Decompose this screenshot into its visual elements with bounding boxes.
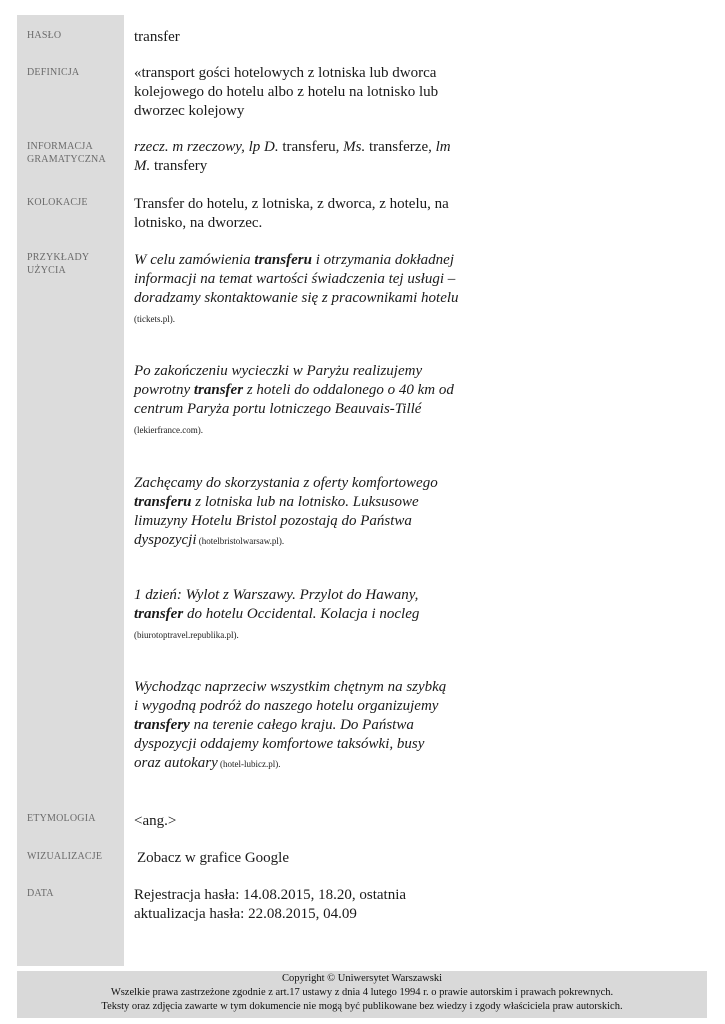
label-informacja: INFORMACJA GRAMATYCZNA xyxy=(27,141,106,165)
example: W celu zamówienia transferu i otrzymania dokładnej informacji na temat wartości świadczenia tej usługi – doradzamy skontaktowanie się z pracownikami hotelu (tickets.pl). xyxy=(134,252,459,324)
definition: «transport gości hotelowych z lotniska lub dworca kolejowego do hotelu albo z hotelu na lotnisko lub dworzec kolejowy xyxy=(134,65,439,119)
example: Zachęcamy do skorzystania z oferty komfortowego transferu z lotniska lub na lotnisko. Luksusowe limuzyny Hotelu Bristol pozostają do Państwa dyspozycji (hotelbristolwarsaw.pl). xyxy=(134,475,438,548)
footer-notice: Teksty oraz zdjęcia zawarte w tym dokumencie nie mogą być publikowane bez wiedzy i zgody właściciela praw autorskich. xyxy=(101,1001,623,1012)
grammar-info xyxy=(134,138,454,176)
footer-copyright: Copyright © Uniwersytet Warszawski xyxy=(281,973,443,984)
example-keyword: transferu xyxy=(134,494,192,510)
google-images-link[interactable]: Zobacz w grafice Google xyxy=(137,850,290,866)
example: Wychodząc naprzeciw wszystkim chętnym na szybką i wygodną podróż do naszego hotelu organizujemy transfery na terenie całego kraju. Do Państwa dyspozycji oddajemy komfortowe taksówki, busy oraz autokary (hotel-lubicz.pl). xyxy=(134,679,447,771)
example-source: (hotel-lubicz.pl). xyxy=(217,759,281,769)
example: 1 dzień: Wylot z Warszawy. Przylot do Hawany, transfer do hotelu Occidental. Kolacja i nocleg (biurotoptravel.republika.pl). xyxy=(134,587,420,640)
example-source: (hotelbristolwarsaw.pl). xyxy=(196,536,285,546)
label-definicja: DEFINICJA xyxy=(27,67,80,78)
example-keyword: transfer xyxy=(134,606,184,622)
grammar-part-6: transfery xyxy=(150,158,208,174)
example-source: (lekierfrance.com). xyxy=(134,425,203,435)
label-etymologia: ETYMOLOGIA xyxy=(27,813,96,824)
grammar-part-4: transferze, xyxy=(365,139,436,155)
grammar-part-3: Ms. xyxy=(343,139,366,155)
grammar-part-5: lm M. xyxy=(134,139,451,174)
label-data: DATA xyxy=(27,888,54,899)
example-keyword: transferu xyxy=(254,252,312,268)
etymology: <ang.> xyxy=(134,813,177,829)
label-wizualizacje: WIZUALIZACJE xyxy=(27,851,103,862)
example-keyword: transfery xyxy=(134,717,190,733)
label-haslo: HASŁO xyxy=(27,30,62,41)
label-kolokacje: KOLOKACJE xyxy=(27,197,88,208)
label-przyklady: PRZYKŁADY UŻYCIA xyxy=(27,252,89,276)
headword: transfer xyxy=(134,29,180,45)
grammar-part-1: rzecz. m rzeczowy, lp D. xyxy=(134,139,279,155)
dates: Rejestracja hasła: 14.08.2015, 18.20, ostatnia aktualizacja hasła: 22.08.2015, 04.09 xyxy=(134,887,407,922)
example-source: (biurotoptravel.republika.pl). xyxy=(134,630,239,640)
example-source: (tickets.pl). xyxy=(134,314,175,324)
copyright-footer xyxy=(17,971,707,1018)
footer-rights: Wszelkie prawa zastrzeżone zgodnie z art.17 ustawy z dnia 4 lutego 1994 r. o prawie autorskim i prawach pokrewnych. xyxy=(110,987,614,998)
example-keyword: transfer xyxy=(193,382,244,398)
example: Po zakończeniu wycieczki w Paryżu realizujemy powrotny transfer z hoteli do oddalonego o 40 km od centrum Paryża portu lotniczego Beauvais-Tillé (lekierfrance.com). xyxy=(134,363,454,435)
collocations: Transfer do hotelu, z lotniska, z dworca, z hotelu, na lotnisko, na dworzec. xyxy=(134,196,449,231)
grammar-part-2: transferu, xyxy=(278,139,344,155)
